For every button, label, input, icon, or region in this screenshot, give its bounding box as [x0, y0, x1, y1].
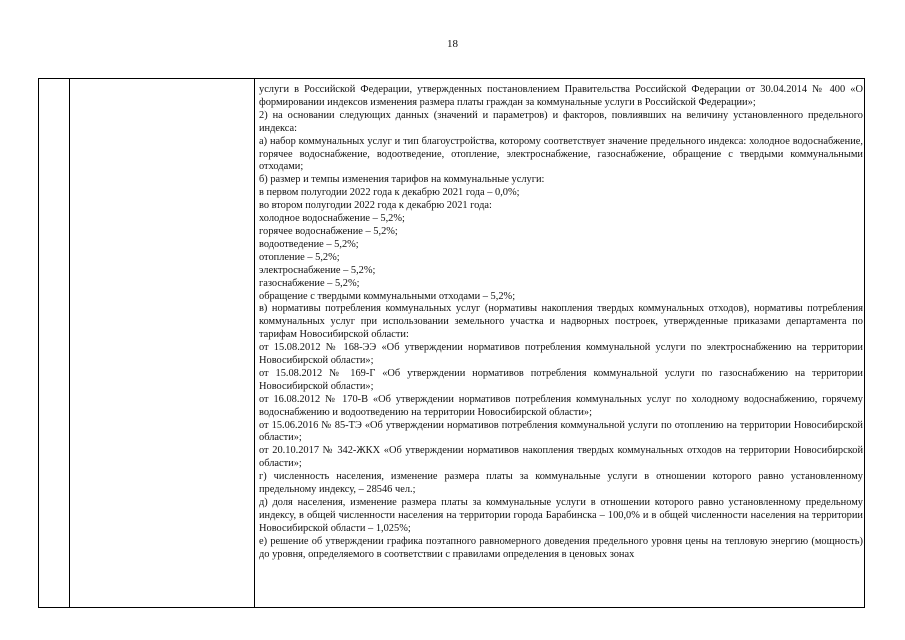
paragraph: от 15.08.2012 № 169-Г «Об утверждении нормативов потребления коммунальной услуги по газоснабжению на территории Новосибирской области»; [259, 367, 863, 392]
paragraph: отопление – 5,2%; [259, 251, 340, 263]
paragraph: услуги в Российской Федерации, утвержденных постановлением Правительства Российской Федерации от 30.04.2014 № 400 «О формировании индексов изменения размера платы граждан за коммунальные услуги в Российской Федерации»; [259, 84, 863, 108]
paragraph: обращение с твердыми коммунальными отходами – 5,2%; [259, 290, 516, 302]
paragraph: д) доля населения, изменение размера платы за коммунальные услуги в отношении которого равно установленному предельному индексу, в общей численности населения на территории города Барабинска – 100,0% и в общей численности населения на территории Новосибирской области – 1,025%; [259, 497, 863, 534]
paragraph: от 20.10.2017 № 342-ЖКХ «Об утверждении нормативов накопления твердых коммунальных отходов на территории Новосибирской области»; [259, 445, 863, 470]
paragraph: холодное водоснабжение – 5,2%; [259, 213, 405, 225]
paragraph: б) размер и темпы изменения тарифов на коммунальные услуги: [259, 174, 545, 186]
paragraph: а) набор коммунальных услуг и тип благоустройства, которому соответствует значение предельного индекса: холодное водоснабжение, горячее водоснабжение, водоотведение, отопление, электроснабжение, газоснабжение, обращение с твердыми коммунальными отходами; [259, 135, 863, 173]
paragraph: 2) на основании следующих данных (значений и параметров) и факторов, повлиявших на величину установленного предельного индекса: [259, 109, 863, 134]
document-table [38, 78, 865, 608]
column-divider-1 [69, 79, 70, 607]
paragraph: в) нормативы потребления коммунальных услуг (нормативы накопления твердых коммунальных отходов), нормативы потребления коммунальных услуг при использовании земельного участка и надворных построек, утвержденные приказами департамента по тарифам Новосибирской области: [259, 303, 863, 341]
paragraph: в первом полугодии 2022 года к декабрю 2021 года – 0,0%; [259, 187, 520, 199]
column-divider-2 [254, 79, 255, 607]
paragraph: е) решение об утверждении графика поэтапного равномерного доведения предельного уровня цены на тепловую энергию (мощность) до уровня, определяемого в соответствии с правилами определения в ценовых зонах [259, 535, 863, 560]
paragraph: от 15.08.2012 № 168-ЭЭ «Об утверждении нормативов потребления коммунальной услуги по электроснабжению на территории Новосибирской области»; [259, 342, 863, 367]
paragraph: газоснабжение – 5,2%; [259, 277, 360, 289]
paragraph: от 15.06.2016 № 85-ТЭ «Об утверждении нормативов потребления коммунальной услуги по отоплению на территории Новосибирской области»; [259, 419, 863, 444]
paragraph: г) численность населения, изменение размера платы за коммунальные услуги в отношении которого равно установленному предельному индексу, – 28546 чел.; [259, 471, 863, 496]
paragraph: водоотведение – 5,2%; [259, 238, 359, 250]
page-number: 18 [447, 38, 458, 50]
paragraph: электроснабжение – 5,2%; [259, 264, 376, 276]
paragraph: во втором полугодии 2022 года к декабрю 2021 года: [259, 200, 492, 212]
paragraph: горячее водоснабжение – 5,2%; [259, 225, 398, 237]
table-cell-text [259, 84, 863, 608]
paragraph: от 16.08.2012 № 170-В «Об утверждении нормативов потребления коммунальных услуг по холодному водоснабжению, горячему водоснабжению и водоотведению на территории Новосибирской области»; [259, 393, 863, 418]
